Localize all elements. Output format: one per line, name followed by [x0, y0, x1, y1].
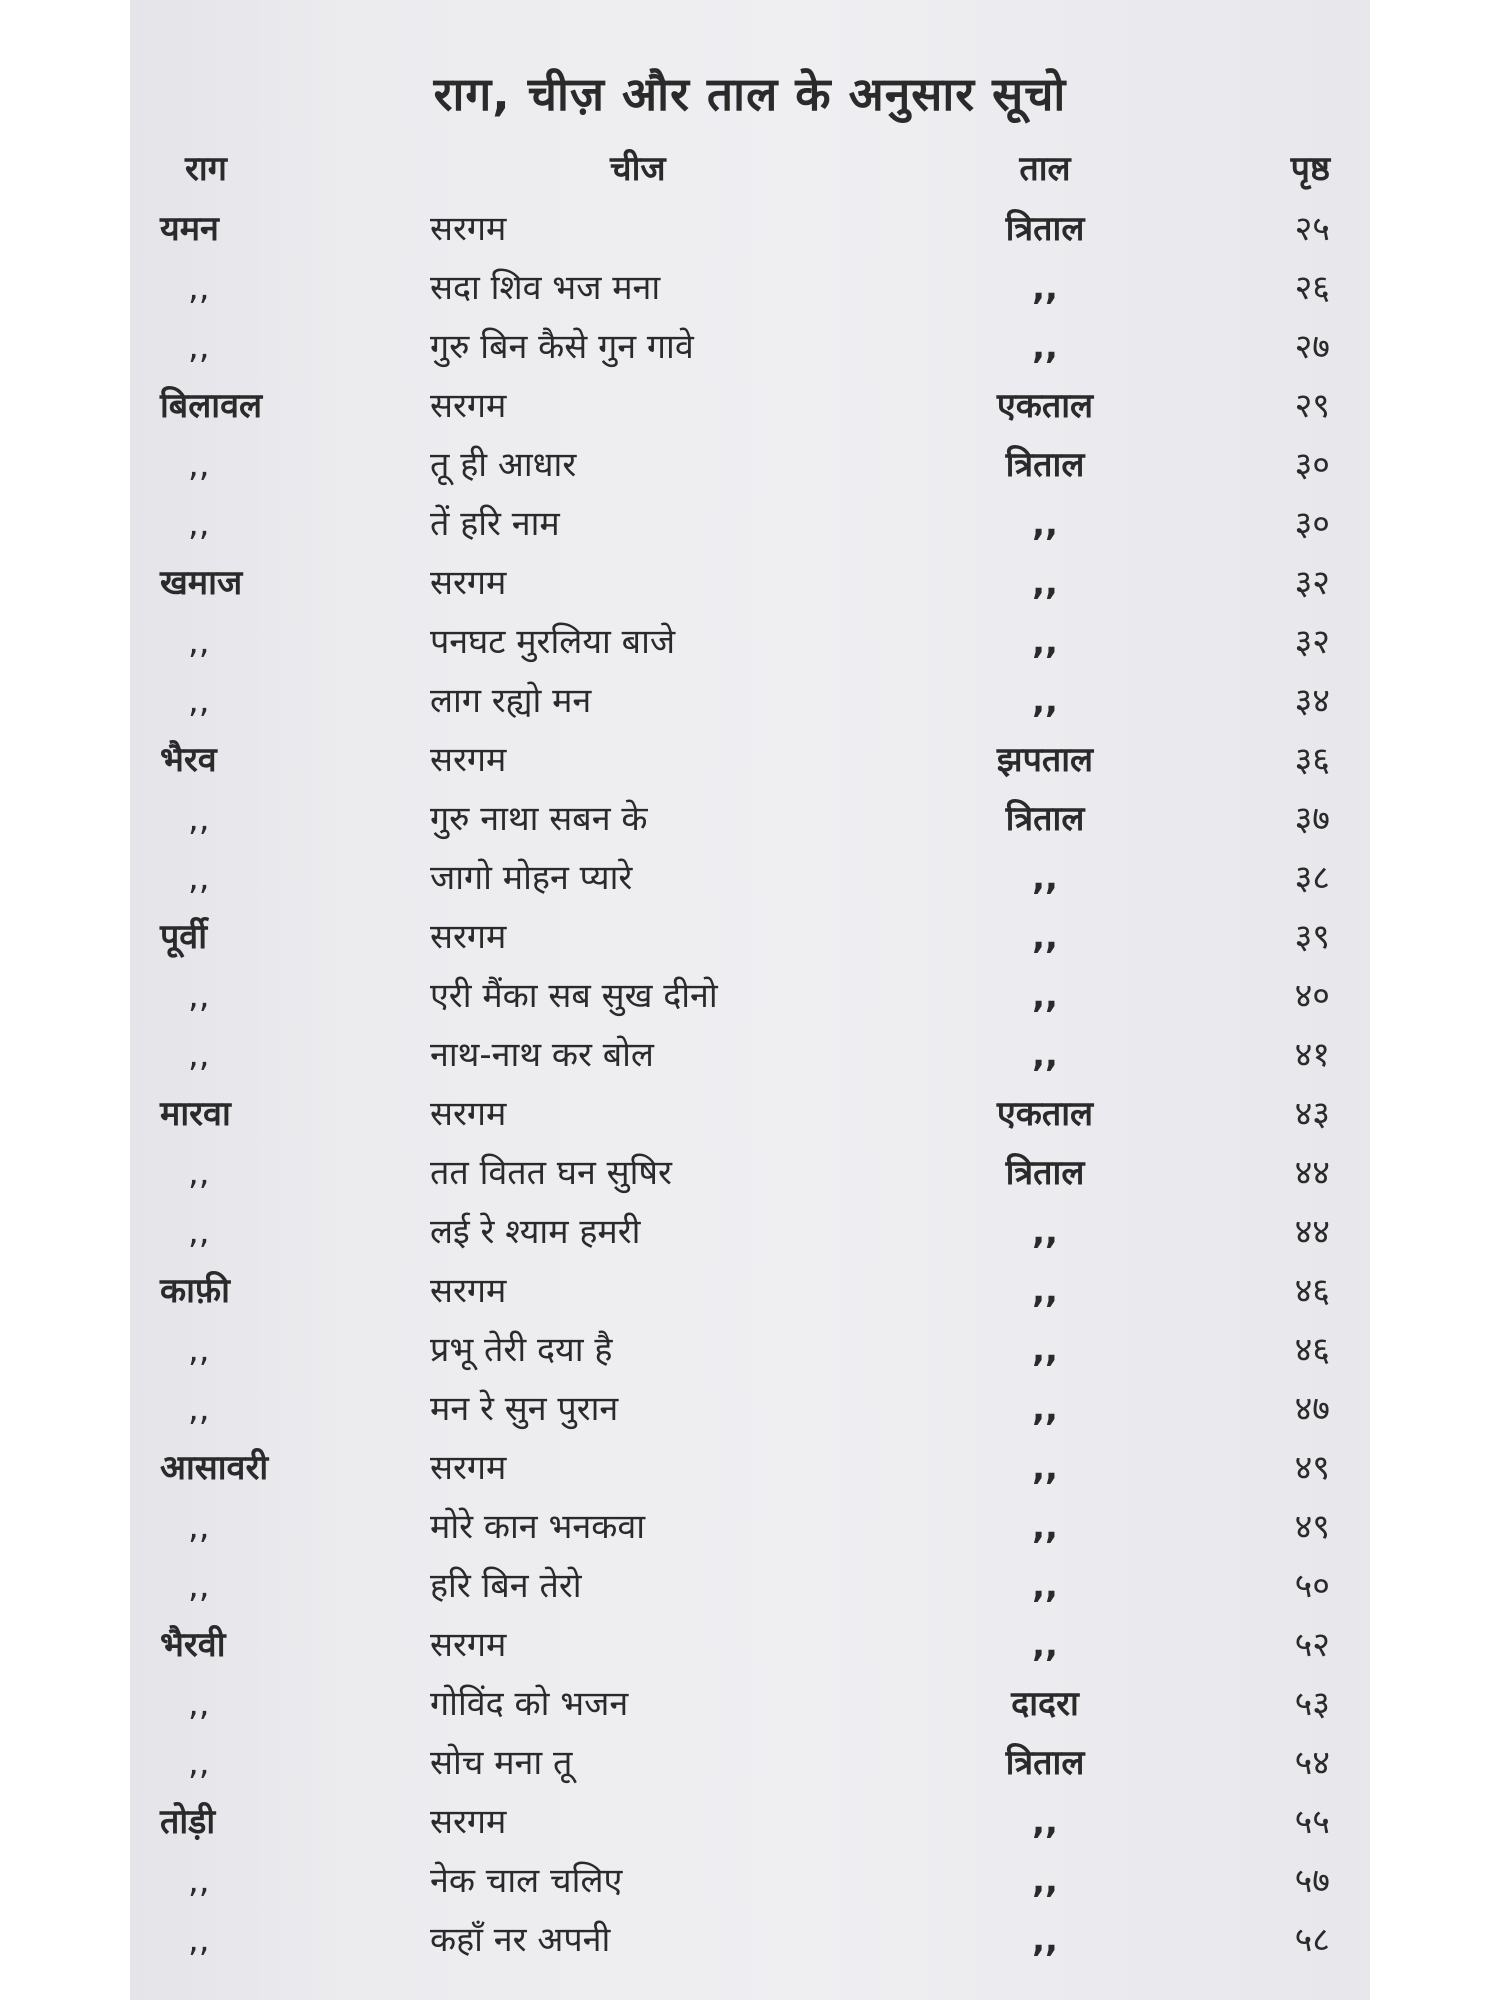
page-number-cell: ४३	[1294, 1094, 1330, 1134]
raag-cell: ,,	[188, 504, 210, 544]
table-row	[130, 1380, 1370, 1439]
page-number-cell: ३०	[1294, 445, 1330, 485]
taal-cell: ,,	[1032, 622, 1058, 662]
page-number-cell: २९	[1294, 386, 1330, 426]
page-number-cell: ३९	[1294, 917, 1330, 957]
page-number-cell: २५	[1294, 209, 1330, 249]
cheez-cell: गोविंद को भजन	[430, 1684, 629, 1724]
cheez-cell: हरि बिन तेरो	[430, 1566, 582, 1606]
taal-cell: ,,	[1032, 1035, 1058, 1075]
taal-cell: त्रिताल	[1005, 1153, 1085, 1193]
taal-cell: ,,	[1032, 504, 1058, 544]
cheez-cell: सरगम	[430, 917, 507, 957]
taal-cell: त्रिताल	[1005, 445, 1085, 485]
raag-cell: ,,	[188, 858, 210, 898]
raag-cell: ,,	[188, 1212, 210, 1252]
table-row	[130, 1734, 1370, 1793]
taal-cell: झपताल	[996, 740, 1094, 780]
cheez-cell: गुरु बिन कैसे गुन गावे	[430, 327, 694, 367]
table-row	[130, 613, 1370, 672]
index-table	[130, 140, 1370, 1970]
page-number-cell: ४६	[1294, 1271, 1330, 1311]
table-row	[130, 377, 1370, 436]
cheez-cell: सरगम	[430, 563, 507, 603]
cheez-cell: सरगम	[430, 209, 507, 249]
table-row	[130, 318, 1370, 377]
page-number-cell: ३६	[1294, 740, 1330, 780]
table-row	[130, 1557, 1370, 1616]
page-number-cell: ३२	[1294, 622, 1330, 662]
raag-cell: ,,	[188, 1330, 210, 1370]
raag-cell: ,,	[188, 681, 210, 721]
raag-cell: आसावरी	[160, 1448, 269, 1488]
cheez-cell: जागो मोहन प्यारे	[430, 858, 633, 898]
cheez-cell: नेक चाल चलिए	[430, 1861, 623, 1901]
table-row	[130, 1085, 1370, 1144]
page-number-cell: ४४	[1294, 1212, 1330, 1252]
page-number-cell: ४४	[1294, 1153, 1330, 1193]
taal-cell: त्रिताल	[1005, 799, 1085, 839]
taal-cell: ,,	[1032, 1625, 1058, 1665]
taal-cell: ,,	[1032, 268, 1058, 308]
page-number-cell: ५५	[1294, 1802, 1330, 1842]
taal-cell: एकताल	[996, 386, 1094, 426]
raag-cell: ,,	[188, 1035, 210, 1075]
page-number-cell: २७	[1294, 327, 1330, 367]
page-number-cell: ३२	[1294, 563, 1330, 603]
raag-cell: पूर्वी	[160, 917, 208, 957]
taal-cell: ,,	[1032, 1920, 1058, 1960]
taal-cell: ,,	[1032, 1507, 1058, 1547]
raag-cell: ,,	[188, 976, 210, 1016]
cheez-cell: सोच मना तू	[430, 1743, 573, 1783]
cheez-cell: सरगम	[430, 1802, 507, 1842]
cheez-cell: गुरु नाथा सबन के	[430, 799, 648, 839]
table-row	[130, 1852, 1370, 1911]
cheez-cell: सदा शिव भज मना	[430, 268, 661, 308]
table-row	[130, 672, 1370, 731]
table-row	[130, 436, 1370, 495]
taal-cell: ,,	[1032, 563, 1058, 603]
raag-cell: भैरवी	[160, 1625, 226, 1665]
taal-cell: ,,	[1032, 917, 1058, 957]
cheez-cell: एरी मैंका सब सुख दीनो	[430, 976, 718, 1016]
cheez-cell: तत वितत घन सुषिर	[430, 1153, 672, 1193]
page-number-cell: ४७	[1294, 1389, 1330, 1429]
raag-cell: ,,	[188, 1684, 210, 1724]
page-number-cell: ३७	[1294, 799, 1330, 839]
page-number-cell: ५७	[1294, 1861, 1330, 1901]
table-row	[130, 1675, 1370, 1734]
taal-cell: ,,	[1032, 1212, 1058, 1252]
taal-cell: त्रिताल	[1005, 1743, 1085, 1783]
raag-cell: ,,	[188, 445, 210, 485]
page-number-cell: ५०	[1294, 1566, 1330, 1606]
cheez-cell: मोरे कान भनकवा	[430, 1507, 646, 1547]
raag-cell: मारवा	[160, 1094, 231, 1134]
raag-cell: बिलावल	[160, 386, 263, 426]
taal-cell: एकताल	[996, 1094, 1094, 1134]
header-taal: ताल	[1019, 149, 1071, 189]
page-number-cell: ४६	[1294, 1330, 1330, 1370]
table-row	[130, 1144, 1370, 1203]
raag-cell: खमाज	[160, 563, 243, 603]
cheez-cell: लाग रह्यो मन	[430, 681, 592, 721]
taal-cell: ,,	[1032, 858, 1058, 898]
table-row	[130, 1321, 1370, 1380]
table-row	[130, 1439, 1370, 1498]
raag-cell: ,,	[188, 327, 210, 367]
taal-cell: ,,	[1032, 1271, 1058, 1311]
table-row	[130, 200, 1370, 259]
header-page: पृष्ठ	[1290, 149, 1330, 189]
taal-cell: ,,	[1032, 1566, 1058, 1606]
page-number-cell: ३०	[1294, 504, 1330, 544]
page-number-cell: ५४	[1294, 1743, 1330, 1783]
table-row	[130, 790, 1370, 849]
book-page	[130, 0, 1370, 2000]
taal-cell: ,,	[1032, 1330, 1058, 1370]
page-number-cell: ४९	[1294, 1448, 1330, 1488]
table-row	[130, 849, 1370, 908]
raag-cell: ,,	[188, 1861, 210, 1901]
page-number-cell: ५२	[1294, 1625, 1330, 1665]
table-row	[130, 495, 1370, 554]
page-number-cell: ४९	[1294, 1507, 1330, 1547]
cheez-cell: प्रभू तेरी दया है	[430, 1330, 613, 1370]
raag-cell: ,,	[188, 1566, 210, 1606]
taal-cell: ,,	[1032, 1448, 1058, 1488]
cheez-cell: पनघट मुरलिया बाजे	[430, 622, 676, 662]
cheez-cell: सरगम	[430, 1625, 507, 1665]
raag-cell: ,,	[188, 622, 210, 662]
taal-cell: ,,	[1032, 327, 1058, 367]
raag-cell: ,,	[188, 799, 210, 839]
taal-cell: ,,	[1032, 1861, 1058, 1901]
page-number-cell: ४१	[1294, 1035, 1330, 1075]
cheez-cell: सरगम	[430, 1271, 507, 1311]
cheez-cell: सरगम	[430, 1094, 507, 1134]
table-row	[130, 1026, 1370, 1085]
taal-cell: ,,	[1032, 1802, 1058, 1842]
raag-cell: काफ़ी	[160, 1271, 230, 1311]
table-row	[130, 1262, 1370, 1321]
page-number-cell: ३८	[1294, 858, 1330, 898]
raag-cell: ,,	[188, 1507, 210, 1547]
cheez-cell: तें हरि नाम	[430, 504, 560, 544]
cheez-cell: नाथ-नाथ कर बोल	[430, 1035, 654, 1075]
raag-cell: ,,	[188, 1743, 210, 1783]
cheez-cell: मन रे सुन पुरान	[430, 1389, 619, 1429]
table-row	[130, 259, 1370, 318]
table-row	[130, 967, 1370, 1026]
page-number-cell: २६	[1294, 268, 1330, 308]
cheez-cell: सरगम	[430, 740, 507, 780]
raag-cell: ,,	[188, 1153, 210, 1193]
raag-cell: तोड़ी	[160, 1802, 216, 1842]
cheez-cell: सरगम	[430, 386, 507, 426]
cheez-cell: तू ही आधार	[430, 445, 577, 485]
header-cheez: चीज	[610, 149, 666, 189]
taal-cell: दादरा	[1011, 1684, 1079, 1724]
raag-cell: ,,	[188, 1389, 210, 1429]
taal-cell: ,,	[1032, 1389, 1058, 1429]
taal-cell: ,,	[1032, 681, 1058, 721]
header-raag: राग	[185, 149, 227, 189]
table-row	[130, 1793, 1370, 1852]
table-row	[130, 908, 1370, 967]
page-number-cell: ३४	[1294, 681, 1330, 721]
table-row	[130, 554, 1370, 613]
cheez-cell: लई रे श्याम हमरी	[430, 1212, 641, 1252]
page-title: राग, चीज़ और ताल के अनुसार सूचो	[433, 67, 1067, 121]
table-row	[130, 1203, 1370, 1262]
table-body	[130, 200, 1370, 1970]
page-number-cell: ४०	[1294, 976, 1330, 1016]
page-number-cell: ५३	[1294, 1684, 1330, 1724]
cheez-cell: कहाँ नर अपनी	[430, 1920, 611, 1960]
taal-cell: त्रिताल	[1005, 209, 1085, 249]
page-number-cell: ५८	[1294, 1920, 1330, 1960]
table-row	[130, 1911, 1370, 1970]
raag-cell: ,,	[188, 1920, 210, 1960]
table-row	[130, 1616, 1370, 1675]
cheez-cell: सरगम	[430, 1448, 507, 1488]
table-header-row	[130, 140, 1370, 200]
raag-cell: ,,	[188, 268, 210, 308]
table-row	[130, 731, 1370, 790]
table-row	[130, 1498, 1370, 1557]
taal-cell: ,,	[1032, 976, 1058, 1016]
raag-cell: यमन	[160, 209, 219, 249]
raag-cell: भैरव	[160, 740, 217, 780]
